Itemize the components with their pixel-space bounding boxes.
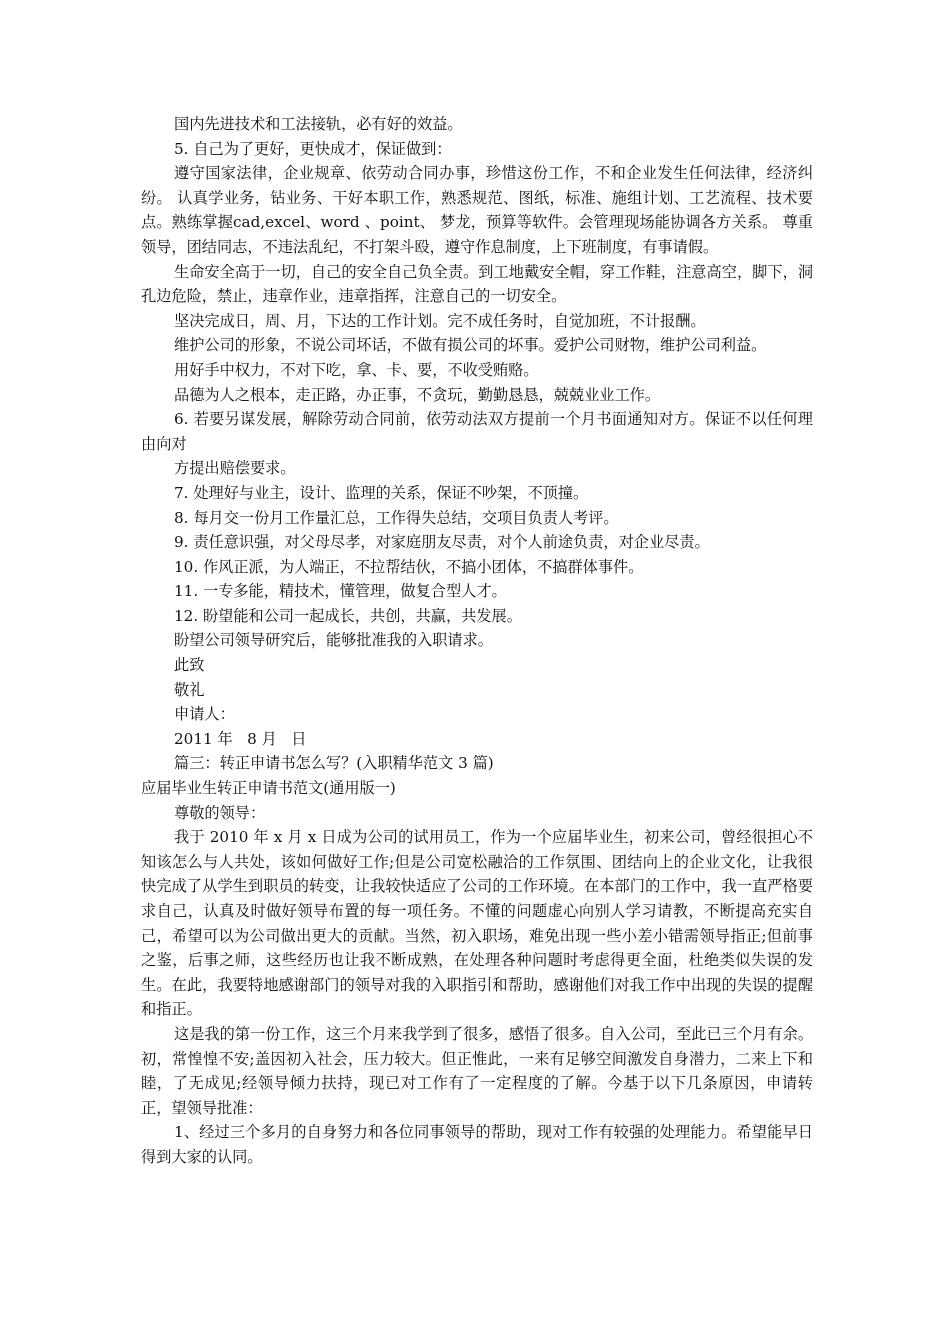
- paragraph: 11. 一专多能，精技术，懂管理，做复合型人才。: [174, 582, 507, 601]
- closing-regards: 敬礼: [174, 680, 205, 699]
- paragraph: 坚决完成日，周、月，下达的工作计划。完不成任务时，自觉加班，不计报酬。: [174, 311, 706, 330]
- paragraph: 10. 作风正派，为人端正，不拉帮结伙，不搞小团体，不搞群体事件。: [174, 557, 644, 576]
- paragraph: 7. 处理好与业主，设计、监理的关系，保证不吵架，不顶撞。: [174, 483, 589, 502]
- paragraph: 国内先进技术和工法接轨，必有好的效益。: [174, 115, 463, 133]
- article-title: 应届毕业生转正申请书范文(通用版一): [141, 779, 396, 798]
- paragraph: 遵守国家法律，企业规章、依劳动合同办事，珍惜这份工作，不和企业发生任何法律，经济纠纷。 认真学业务，钻业务、干好本职工作，熟悉规范、图纸，标准、施组计划、工艺流程、技术要点。熟练掌握cad,excel、word 、point、 梦龙，预算等软件。会管理现场能协调各方关系。 尊重领导，团结同志，不违法乱纪，不打架斗殴，遵守作息制度，上下班制度，有事请假。: [141, 164, 813, 256]
- paragraph: 6. 若要另谋发展，解除劳动合同前，依劳动法双方提前一个月书面通知对方。保证不以任何理由向对: [141, 410, 813, 453]
- applicant-label: 申请人：: [174, 705, 235, 724]
- date-line: 2011 年 8 月 日: [174, 729, 307, 748]
- paragraph: 这是我的第一份工作，这三个月来我学到了很多，感悟了很多。自入公司，至此已三个月有余。初，常惶惶不安;盖因初入社会，压力较大。但正惟此，一来有足够空间激发自身潜力，二来上下和睦，了无成见;经领导倾力扶持，现已对工作有了一定程度的了解。今基于以下几条原因，申请转正，望领导批准：: [141, 1024, 813, 1117]
- paragraph: 5. 自己为了更好，更快成才，保证做到：: [174, 139, 452, 158]
- section-heading: 篇三：转正申请书怎么写？(入职精华范文 3 篇): [174, 754, 494, 773]
- paragraph: 品德为人之根本，走正路，办正事，不贪玩，勤勤恳恳，兢兢业业工作。: [174, 385, 660, 404]
- paragraph: 用好手中权力，不对下吃，拿、卡、要，不收受贿赂。: [174, 360, 539, 379]
- paragraph: 我于 2010 年 x 月 x 日成为公司的试用员工，作为一个应届毕业生，初来公司，曾经很担心不知该怎么与人共处，该如何做好工作;但是公司宽松融洽的工作氛围、团结向上的企业文化，让我很快完成了从学生到职员的转变，让我较快适应了公司的工作环境。在本部门的工作中，我一直严格要求自己，认真及时做好领导布置的每一项任务。不懂的问题虚心向别人学习请教，不断提高充实自己，希望可以为公司做出更大的贡献。当然，初入职场，难免出现一些小差小错需领导指正;但前事之鉴，后事之师，这些经历也让我不断成熟，在处理各种问题时考虑得更全面，杜绝类似失误的发生。在此，我要特地感谢部门的领导对我的入职指引和帮助，感谢他们对我工作中出现的失误的提醒和指正。: [141, 828, 813, 1019]
- greeting: 尊敬的领导：: [174, 803, 266, 822]
- paragraph: 生命安全高于一切，自己的安全自己负全责。到工地戴安全帽，穿工作鞋，注意高空，脚下，洞孔边危险，禁止，违章作业，违章指挥，注意自己的一切安全。: [141, 262, 813, 306]
- closing-salutation: 此致: [174, 656, 205, 675]
- document-body: [141, 112, 813, 1170]
- paragraph: 9. 责任意识强，对父母尽孝，对家庭朋友尽责，对个人前途负责，对企业尽责。: [174, 533, 710, 552]
- paragraph: 方提出赔偿要求。: [174, 459, 296, 478]
- paragraph: 8. 每月交一份月工作量汇总，工作得失总结，交项目负责人考评。: [174, 508, 619, 527]
- paragraph: 12. 盼望能和公司一起成长，共创，共赢，共发展。: [174, 606, 522, 625]
- paragraph: 维护公司的形象，不说公司坏话，不做有损公司的坏事。爱护公司财物，维护公司利益。: [174, 336, 767, 355]
- paragraph: 1、经过三个多月的自身努力和各位同事领导的帮助，现对工作有较强的处理能力。希望能早日得到大家的认同。: [141, 1123, 813, 1166]
- paragraph: 盼望公司领导研究后，能够批准我的入职请求。: [174, 631, 493, 650]
